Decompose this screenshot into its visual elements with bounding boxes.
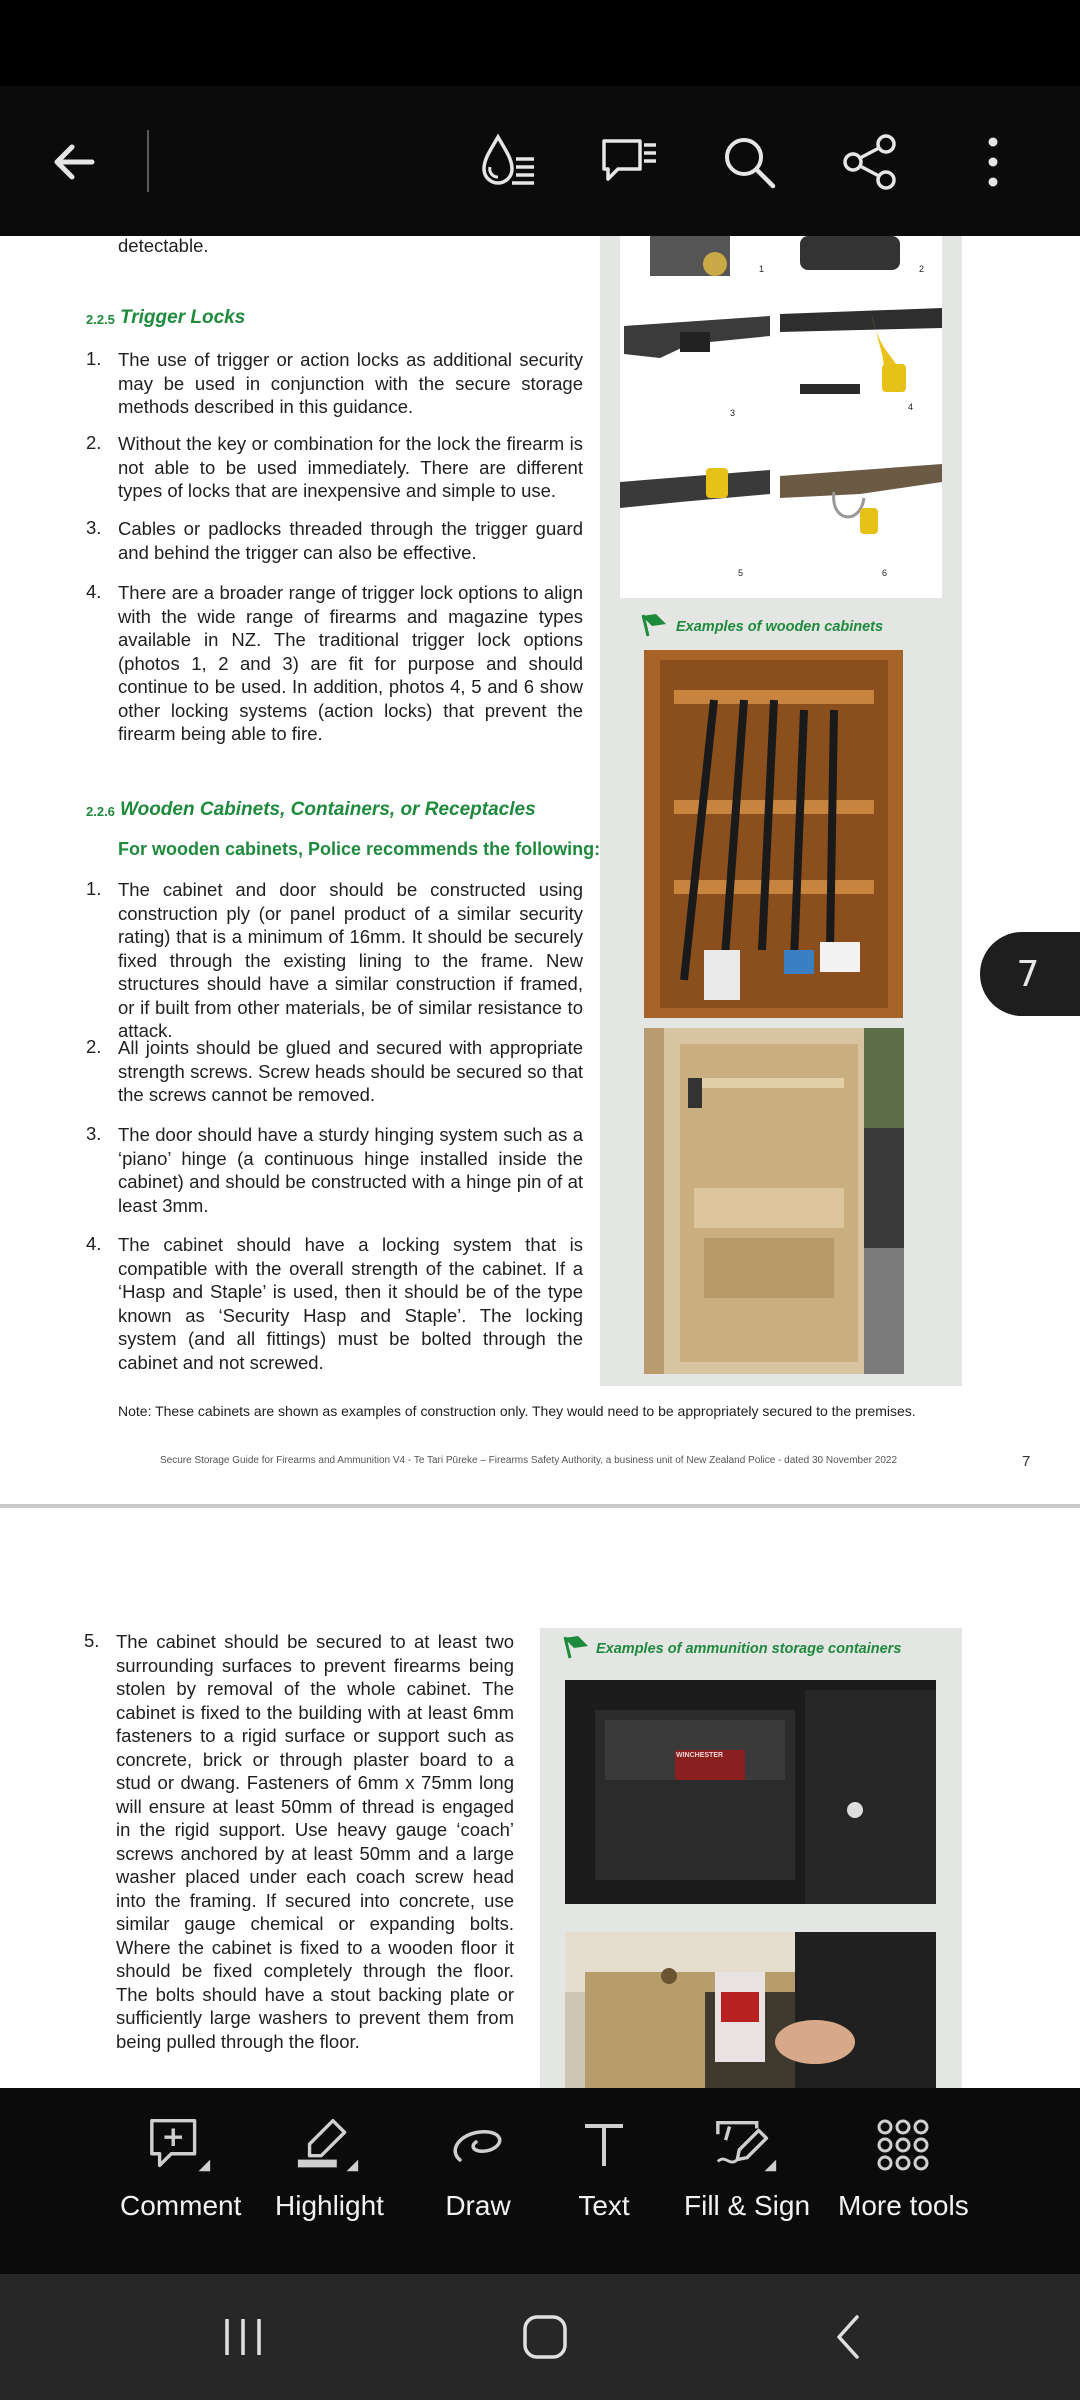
list-item: The cabinet should have a locking system that is compatible with the overall strength of the cabinet. If a ‘Hasp and Staple’ is used, then it should be of the type known as ‘Security Hasp and Staple’. The locking system (and all fittings) must be bolted through the cabinet and not screwed. <box>118 1234 583 1373</box>
bottom-toolbar <box>0 2088 1080 2274</box>
tool-label: More tools <box>838 2190 969 2221</box>
wooden-cabinet-photo <box>644 650 903 1018</box>
share-icon[interactable] <box>830 122 910 202</box>
photo-number: 4 <box>908 402 914 412</box>
draw-tool[interactable] <box>443 2110 513 2222</box>
section-subtitle: For wooden cabinets, Police recommends the following: <box>118 839 601 859</box>
page-footer: Secure Storage Guide for Firearms and Ammunition V4 - Te Tari Pūreke – Firearms Safety Authority, a business unit of New Zealand Police - dated 30 November 2022 <box>160 1455 898 1466</box>
flag-icon <box>640 612 672 643</box>
note-text: Note: These cabinets are shown as examples of construction only. They would need to be appropriately secured to the premises. <box>118 1403 916 1419</box>
photo-number: 3 <box>730 408 736 418</box>
list-number: 1. <box>86 348 102 369</box>
read-mode-icon[interactable] <box>469 122 549 202</box>
toolbar-divider <box>147 130 149 192</box>
photo-number: 2 <box>919 264 925 274</box>
tool-label: Draw <box>445 2190 511 2221</box>
back-arrow-icon[interactable] <box>34 122 114 202</box>
list-item: All joints should be glued and secured with appropriate strength screws. Screw heads should be secured so that the screws cannot be removed. <box>118 1037 583 1105</box>
list-number: 4. <box>86 1233 102 1254</box>
fill-sign-icon <box>712 2110 782 2180</box>
status-bar <box>0 0 1080 86</box>
list-number: 4. <box>86 581 102 602</box>
page-divider <box>0 1504 1080 1508</box>
photo-number: 1 <box>759 264 765 274</box>
text-tool[interactable] <box>569 2110 639 2222</box>
list-item: Without the key or combination for the lock the firearm is not able to be used immediately. There are different types of locks that are inexpensive and simple to use. <box>118 433 583 501</box>
section-number: 2.2.5 <box>86 312 115 327</box>
list-item: Cables or padlocks threaded through the trigger guard and behind the trigger can also be effective. <box>118 518 583 563</box>
tool-label: Comment <box>120 2190 242 2221</box>
text-fragment: detectable. <box>118 236 209 256</box>
tool-label: Highlight <box>275 2190 384 2221</box>
flag-icon <box>562 1634 594 1665</box>
list-item: There are a broader range of trigger lock options to align with the wide range of firearms and magazine types available in NZ. The traditional trigger lock options (photos 1, 2 and 3) are fit for purpose and should continue to be used. In addition, photos 4, 5 and 6 show other locking systems (action locks) that prevent the firearm being able to fire. <box>118 582 583 744</box>
trigger-lock-photos <box>620 236 942 598</box>
document-viewer[interactable] <box>0 236 1080 2088</box>
draw-icon <box>443 2110 513 2180</box>
recent-apps-icon[interactable] <box>208 2304 278 2370</box>
comment-tool[interactable] <box>120 2110 241 2222</box>
comment-add-icon <box>146 2110 216 2180</box>
text-icon <box>569 2110 639 2180</box>
fill-sign-tool[interactable] <box>684 2110 810 2222</box>
section-title: Wooden Cabinets, Containers, or Receptacles <box>120 799 536 820</box>
photo-number: 5 <box>738 568 744 578</box>
more-tools[interactable] <box>838 2110 969 2222</box>
highlighter-icon <box>294 2110 364 2180</box>
list-number: 5. <box>84 1630 100 1651</box>
grid-icon <box>868 2110 938 2180</box>
section-title: Trigger Locks <box>120 307 246 328</box>
page-indicator[interactable]: 7 <box>980 932 1080 1016</box>
comments-list-icon[interactable] <box>589 122 669 202</box>
top-toolbar <box>0 86 1080 236</box>
tool-label: Text <box>578 2190 630 2221</box>
list-number: 3. <box>86 517 102 538</box>
photo-number: 6 <box>882 568 888 578</box>
search-icon[interactable] <box>709 122 789 202</box>
more-options-icon[interactable] <box>953 122 1033 202</box>
ammo-container-photo <box>565 1932 936 2088</box>
page-number: 7 <box>1022 1453 1031 1470</box>
list-item: The door should have a sturdy hinging system such as a ‘piano’ hinge (a continuous hinge installed inside the cabinet) and should be constructed with a hinge pin of at least 3mm. <box>118 1124 583 1216</box>
home-icon[interactable] <box>510 2304 580 2370</box>
ammo-safe-photo <box>565 1680 936 1904</box>
wooden-cabinets-caption: Examples of wooden cabinets <box>676 619 884 635</box>
list-item: The cabinet should be secured to at least two surrounding surfaces to prevent firearms being stolen by removal of the whole cabinet. The cabinet is fixed to the building with at least 6mm fasteners to a rigid surface or support such as concrete, brick or through plaster board to a stud or dwang. Fasteners of 6mm x 75mm long will ensure at least 50mm of thread is engaged in the rigid support. Use heavy gauge ‘coach’ screws anchored by at least 50mm and a large washer placed under each coach screw head into the framing. If secured into concrete, use similar gauge chemical or expanding bolts. Where the cabinet is fixed to a wooden floor it should be fixed completely through the floor. The bolts should have a stout backing plate or sufficiently large washers to prevent them from being pulled through the floor. <box>116 1631 514 2052</box>
list-item: The use of trigger or action locks as additional security may be used in conjunction with the secure storage methods described in this guidance. <box>118 349 583 417</box>
back-icon[interactable] <box>814 2304 884 2370</box>
list-number: 3. <box>86 1123 102 1144</box>
section-number: 2.2.6 <box>86 804 115 819</box>
tool-label: Fill & Sign <box>684 2190 811 2221</box>
system-nav-bar <box>0 2274 1080 2400</box>
box-label: WINCHESTER <box>676 1752 724 1759</box>
ammo-storage-caption: Examples of ammunition storage containers <box>596 1641 902 1657</box>
list-item: The cabinet and door should be constructed using construction ply (or panel product of a similar security rating) that is a minimum of 16mm. It should be securely fixed through the existing lining to the frame. New structures should have a similar construction if framed, or if built from other materials, be of similar resistance to attack. <box>118 879 583 1041</box>
wooden-cabinet-open-photo <box>644 1028 904 1374</box>
highlight-tool[interactable] <box>275 2110 384 2222</box>
list-number: 2. <box>86 432 102 453</box>
list-number: 2. <box>86 1036 102 1057</box>
list-number: 1. <box>86 878 102 899</box>
